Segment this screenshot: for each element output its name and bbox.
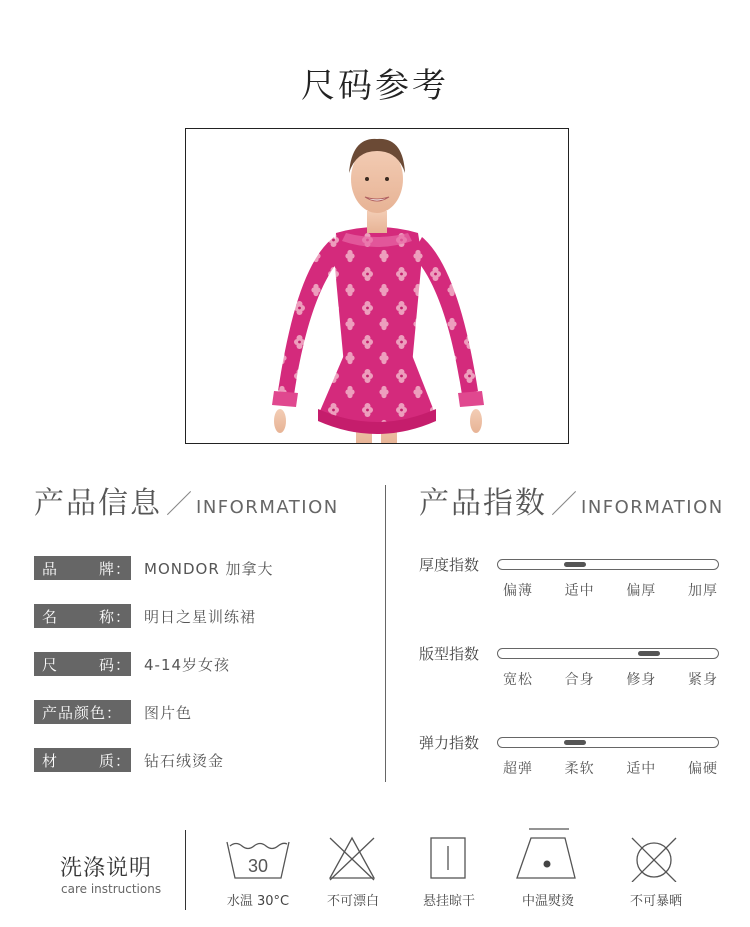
info-value: MONDOR 加拿大 — [144, 559, 274, 578]
care-item-no-dry — [604, 826, 704, 882]
info-value: 4-14岁女孩 — [144, 655, 231, 674]
care-title: 洗涤说明 — [60, 856, 153, 881]
info-value: 图片色 — [144, 703, 193, 722]
index-marker — [638, 651, 660, 656]
product-info-heading — [34, 478, 339, 522]
index-level: 超弹 — [503, 761, 533, 777]
info-label-part: 品 — [42, 559, 59, 578]
index-marker — [564, 740, 586, 745]
hang-dry-icon — [423, 826, 473, 882]
index-name: 版型指数 — [419, 645, 480, 663]
index-level: 合身 — [564, 672, 595, 688]
info-label-part: 称： — [98, 607, 131, 626]
info-row-color — [34, 700, 192, 724]
info-row-name — [34, 604, 256, 628]
care-item-bleach — [302, 826, 402, 882]
index-level: 适中 — [564, 583, 595, 599]
index-level: 修身 — [626, 672, 657, 688]
index-level: 柔软 — [564, 761, 595, 777]
index-scale-bar — [497, 737, 719, 748]
product-index-heading-cn: 产品指数 — [419, 486, 547, 521]
index-level: 偏厚 — [626, 583, 657, 599]
index-name: 厚度指数 — [419, 556, 480, 574]
info-label-part: 材 — [42, 751, 59, 770]
care-item-iron — [497, 826, 597, 882]
index-scale-bar — [497, 648, 719, 659]
info-value: 钻石绒烫金 — [144, 751, 225, 770]
index-name: 弹力指数 — [419, 734, 480, 752]
info-row-size — [34, 652, 230, 676]
index-scale-bar — [497, 559, 719, 570]
info-label — [34, 700, 131, 724]
care-label: 水温 30°C — [226, 894, 290, 909]
index-level: 紧身 — [687, 672, 718, 688]
heading-slash: ／ — [166, 490, 193, 520]
wash-basin-icon — [223, 826, 293, 882]
product-photo-figure-skating-dress — [186, 129, 568, 443]
care-item-hang — [398, 826, 498, 882]
index-level: 宽松 — [503, 672, 533, 688]
info-label-part: 质： — [98, 751, 131, 770]
care-label: 悬挂晾干 — [422, 894, 476, 909]
care-label: 不可暴晒 — [629, 894, 683, 909]
index-levels — [503, 669, 718, 689]
no-tumble-dry-icon — [624, 826, 684, 882]
product-info-heading-cn: 产品信息 — [34, 486, 162, 521]
care-subtitle: care instructions — [61, 882, 162, 896]
info-label — [34, 748, 131, 772]
product-info-heading-en: INFORMATION — [196, 497, 339, 518]
info-label — [34, 556, 131, 580]
index-marker — [564, 562, 586, 567]
index-levels — [503, 758, 718, 778]
info-label — [34, 652, 131, 676]
wash-temp: 30 — [247, 856, 269, 876]
page-title: 尺码参考 — [301, 66, 449, 106]
care-label: 不可漂白 — [326, 894, 380, 909]
section-divider — [385, 485, 386, 782]
info-label-part: 码： — [98, 655, 131, 674]
heading-slash: ／ — [551, 490, 578, 520]
no-bleach-icon — [322, 826, 382, 882]
info-label-part: 名 — [42, 607, 59, 626]
info-label-part: 产品颜色： — [42, 703, 123, 722]
iron-medium-icon — [511, 826, 583, 882]
index-level: 偏薄 — [503, 583, 533, 599]
index-level: 加厚 — [687, 583, 718, 599]
care-label: 中温熨烫 — [521, 894, 575, 909]
index-level: 偏硬 — [687, 761, 718, 777]
info-row-brand — [34, 556, 274, 580]
info-label-part: 尺 — [42, 655, 59, 674]
product-photo — [185, 128, 569, 444]
info-label-part: 牌： — [98, 559, 131, 578]
care-divider — [185, 830, 186, 910]
info-label — [34, 604, 131, 628]
care-item-wash — [208, 826, 308, 882]
info-row-material — [34, 748, 224, 772]
index-levels — [503, 580, 718, 600]
index-level: 适中 — [626, 761, 657, 777]
info-value: 明日之星训练裙 — [144, 607, 257, 626]
product-index-heading — [419, 478, 724, 522]
product-index-heading-en: INFORMATION — [581, 497, 724, 518]
